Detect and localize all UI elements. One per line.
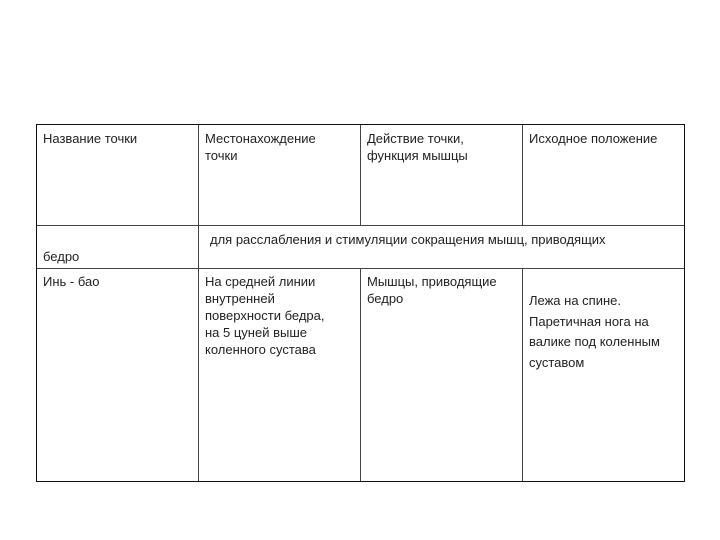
header-point-action: Действие точки, функция мышцы xyxy=(367,131,468,163)
column-divider-3-row xyxy=(522,268,523,481)
row-point-action: Мышцы, приводящие бедро xyxy=(367,274,497,306)
header-point-location: Местонахождение точки xyxy=(205,131,316,163)
row-point-location: На средней линии внутренней поверхности бедра, на 5 цуней выше коленного сустава xyxy=(205,274,325,357)
column-divider-1-row xyxy=(198,268,199,481)
column-divider-3-header xyxy=(522,125,523,225)
section-heading-line-2: бедро xyxy=(43,249,80,264)
header-point-name: Название точки xyxy=(43,131,138,146)
column-divider-2-row xyxy=(360,268,361,481)
column-divider-1-band xyxy=(198,225,199,268)
header-initial-position: Исходное положение xyxy=(529,131,658,146)
row-initial-position: Лежа на спине. Паретичная нога на валике под коленным суставом xyxy=(529,293,660,370)
column-divider-2-header xyxy=(360,125,361,225)
column-divider-1-header xyxy=(198,125,199,225)
header-bottom-rule xyxy=(37,225,684,226)
section-heading-line-1: для расслабления и стимуляции сокращения мышц, приводящих xyxy=(210,232,606,247)
row-point-name: Инь - бао xyxy=(43,274,100,289)
